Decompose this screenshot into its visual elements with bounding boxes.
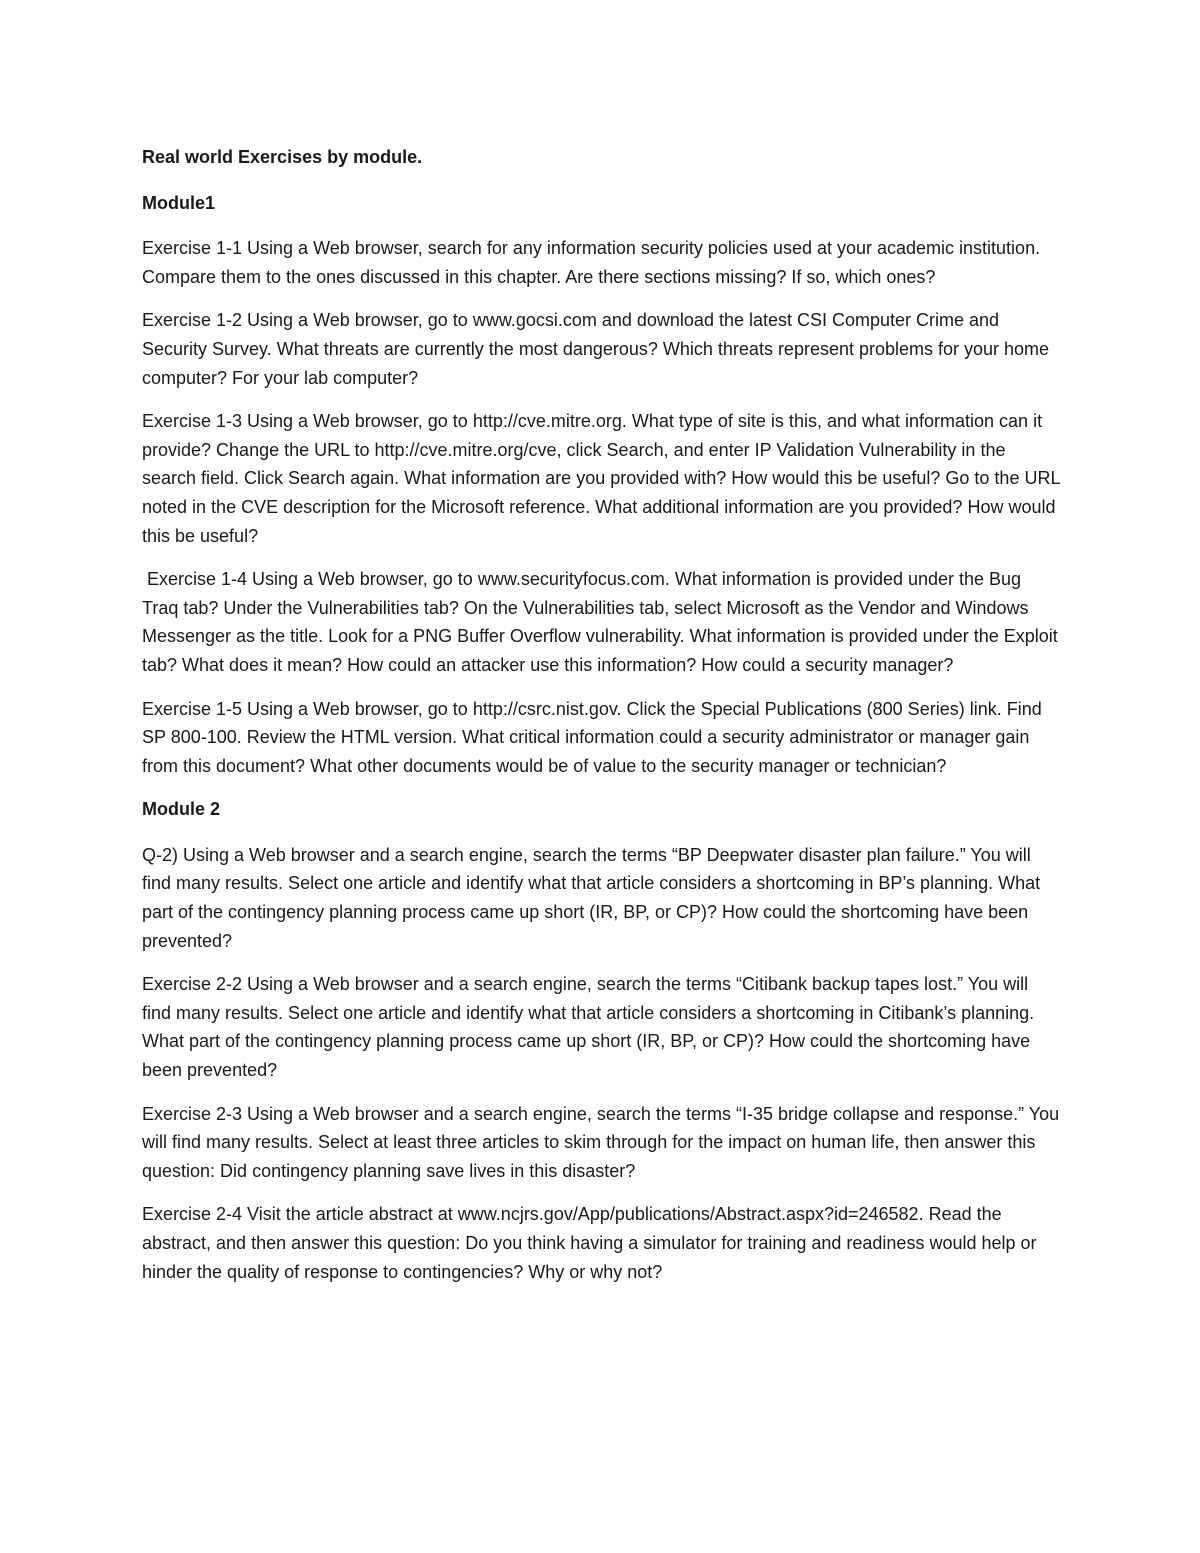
exercise-2-2: Exercise 2-2 Using a Web browser and a search engine, search the terms “Citibank backup tapes lost.” You will find many results. Select one article and identify what that article considers a shortcoming in Citibank’s planning. What part of the contingency planning process came up short (IR, BP, or CP)? How could the shortcoming have been prevented? [142,974,1035,1081]
module-2-heading: Module 2 [142,799,221,820]
exercise-q-2: Q-2) Using a Web browser and a search engine, search the terms “BP Deepwater disaster plan failure.” You will find many results. Select one article and identify what that article considers a shortcoming in BP’s planning. What part of the contingency planning process came up short (IR, BP, or CP)? How could the shortcoming have been prevented? [142,844,1041,951]
exercise-1-2: Exercise 1-2 Using a Web browser, go to www.gocsi.com and download the latest CSI Computer Crime and Security Survey. What threats are currently the most dangerous? Which threats represent problems for your home computer? For your lab computer? [142,310,1050,388]
exercise-1-4: Exercise 1-4 Using a Web browser, go to www.securityfocus.com. What information is provided under the Bug Traq tab? Under the Vulnerabilities tab? On the Vulnerabilities tab, select Microsoft as the Vendor and Windows Messenger as the title. Look for a PNG Buffer Overflow vulnerability. What information is provided under the Exploit tab? What does it mean? How could an attacker use this information? How could a security manager? [142,569,1058,675]
document-page [142,143,1062,1301]
document-title: Real world Exercises by module. [142,147,423,167]
exercise-1-3: Exercise 1-3 Using a Web browser, go to http://cve.mitre.org. What type of site is this, and what information can it provide? Change the URL to http://cve.mitre.org/cve, click Search, and enter IP Validation Vulnerability in the search field. Click Search again. What information are you provided with? How would this be useful? Go to the URL noted in the CVE description for the Microsoft reference. What additional information are you provided? How would this be useful? [142,411,1060,546]
exercise-1-1: Exercise 1-1 Using a Web browser, search for any information security policies used at your academic institution. Compare them to the ones discussed in this chapter. Are there sections missing? If so, which ones? [142,238,1041,287]
exercise-1-5: Exercise 1-5 Using a Web browser, go to http://csrc.nist.gov. Click the Special Publications (800 Series) link. Find SP 800-100. Review the HTML version. What critical information could a security administrator or manager gain from this document? What other documents would be of value to the security manager or technician? [142,698,1042,776]
module-1-heading: Module1 [142,192,216,213]
exercise-2-4: Exercise 2-4 Visit the article abstract at www.ncjrs.gov/App/publications/Abstract.aspx?id=246582. Read the abstract, and then answer this question: Do you think having a simulator for training and readiness would help or hinder the quality of response to contingencies? Why or why not? [142,1204,1037,1282]
exercise-2-3: Exercise 2-3 Using a Web browser and a search engine, search the terms “I-35 bridge collapse and response.” You will find many results. Select at least three articles to skim through for the impact on human life, then answer this question: Did contingency planning save lives in this disaster? [142,1103,1060,1181]
